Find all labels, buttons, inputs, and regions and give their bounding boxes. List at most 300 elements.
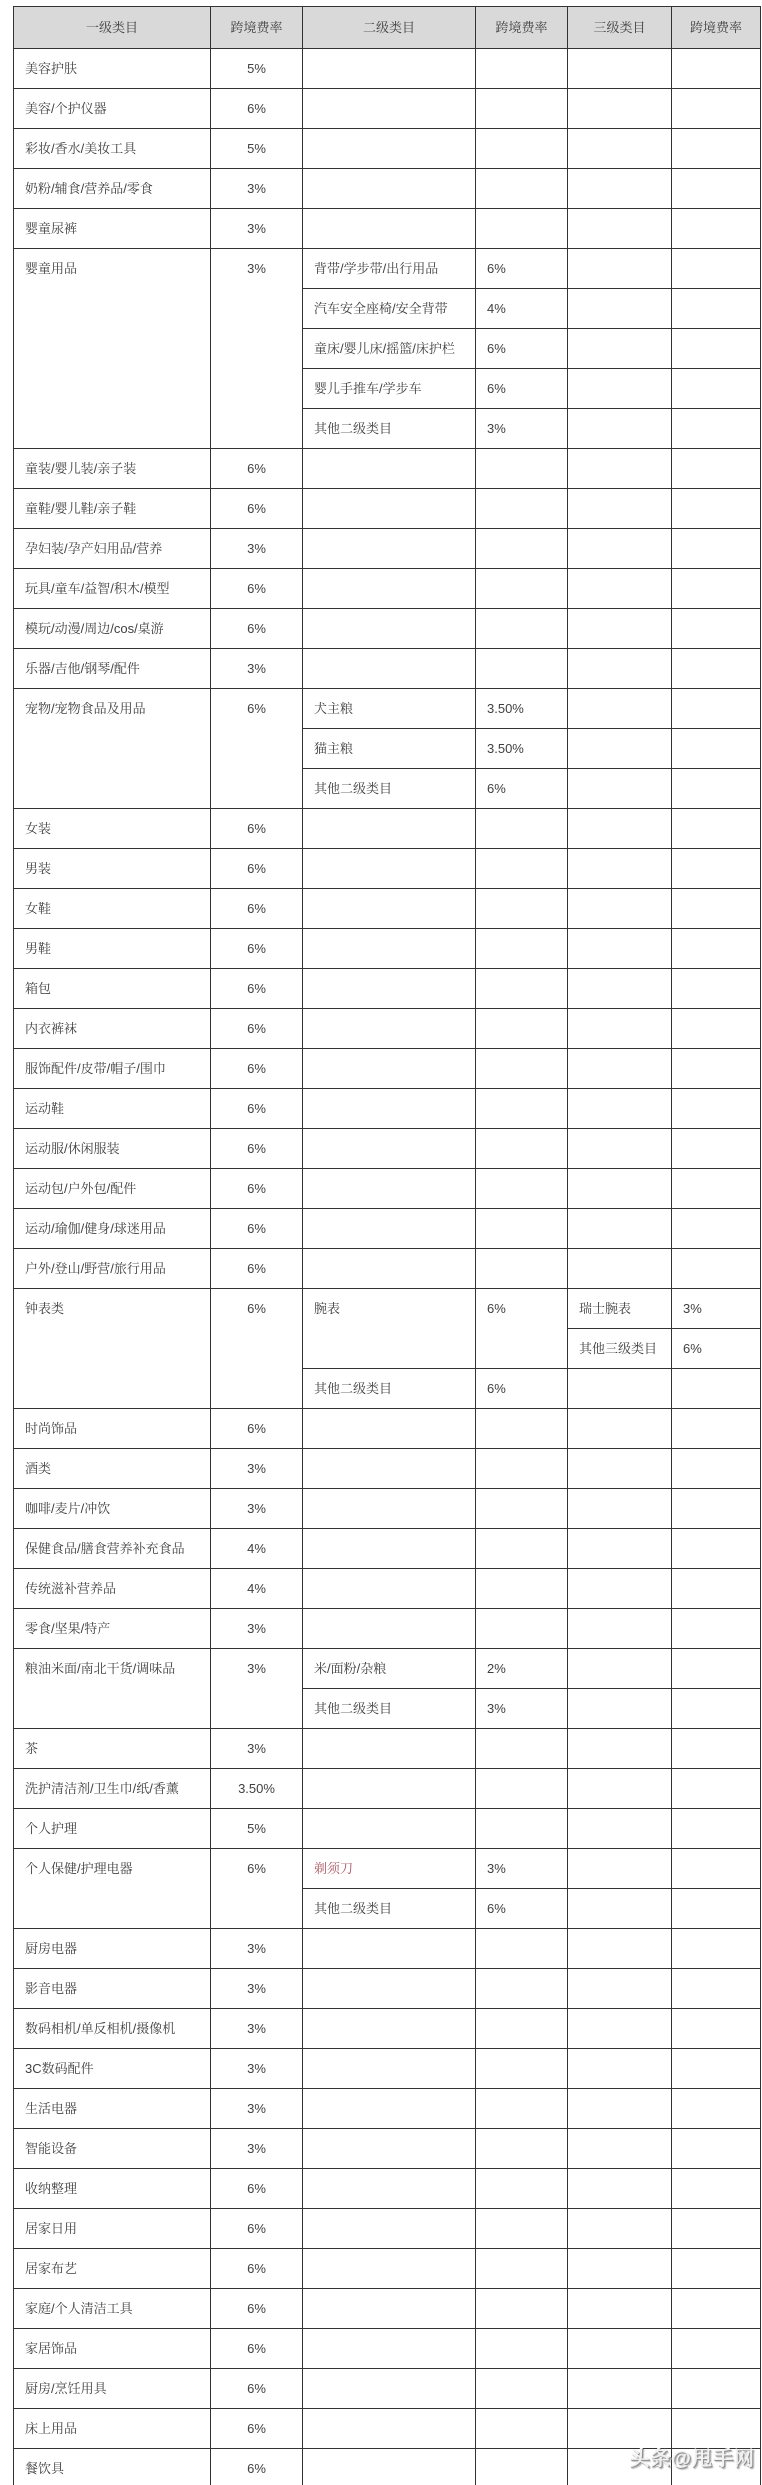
- level3-cell: [568, 1169, 672, 1209]
- table-row: [14, 2369, 761, 2409]
- rate3-cell: [672, 209, 761, 249]
- level3-cell: [568, 329, 672, 369]
- rate2-cell: [476, 529, 568, 569]
- level2-cell: 其他二级类目: [303, 1889, 476, 1929]
- rate3-cell: [672, 2289, 761, 2329]
- level2-cell: 其他二级类目: [303, 1369, 476, 1409]
- level2-cell: [303, 1449, 476, 1489]
- level1-cell: 服饰配件/皮带/帽子/围巾: [14, 1049, 211, 1089]
- level3-cell: [568, 169, 672, 209]
- rate3-cell: [672, 1569, 761, 1609]
- table-row: [14, 2249, 761, 2289]
- rate1-cell: 4%: [211, 1529, 303, 1569]
- table-row: [14, 1129, 761, 1169]
- level3-cell: [568, 2009, 672, 2049]
- level3-cell: [568, 689, 672, 729]
- table-row: [14, 1409, 761, 1449]
- level2-cell: [303, 2289, 476, 2329]
- rate1-cell: 6%: [211, 2209, 303, 2249]
- rate1-cell: 6%: [211, 569, 303, 609]
- level3-cell: [568, 2209, 672, 2249]
- rate1-cell: 5%: [211, 1809, 303, 1849]
- level1-cell: 玩具/童车/益智/积木/模型: [14, 569, 211, 609]
- rate3-cell: [672, 1529, 761, 1569]
- level1-cell: 厨房/烹饪用具: [14, 2369, 211, 2409]
- level1-cell: 厨房电器: [14, 1929, 211, 1969]
- rate2-cell: [476, 209, 568, 249]
- rate3-cell: [672, 1209, 761, 1249]
- level1-cell: 餐饮具: [14, 2449, 211, 2485]
- level3-cell: [568, 1529, 672, 1569]
- rate1-cell: 6%: [211, 689, 303, 809]
- level1-cell: 洗护清洁剂/卫生巾/纸/香薰: [14, 1769, 211, 1809]
- rate2-cell: [476, 2289, 568, 2329]
- table-row: [14, 249, 761, 289]
- level3-cell: [568, 649, 672, 689]
- rate3-cell: [672, 849, 761, 889]
- rate3-cell: [672, 1929, 761, 1969]
- level1-cell: 童鞋/婴儿鞋/亲子鞋: [14, 489, 211, 529]
- rate2-cell: 3.50%: [476, 689, 568, 729]
- rate1-cell: 3%: [211, 2009, 303, 2049]
- level2-cell: [303, 2009, 476, 2049]
- table-row: [14, 2329, 761, 2369]
- rate3-cell: [672, 609, 761, 649]
- rate1-cell: 6%: [211, 889, 303, 929]
- table-row: [14, 1809, 761, 1849]
- rate2-cell: [476, 1969, 568, 2009]
- cross-border-fee-table: [13, 6, 761, 2485]
- level3-cell: [568, 1689, 672, 1729]
- rate1-cell: 6%: [211, 609, 303, 649]
- rate1-cell: 3.50%: [211, 1769, 303, 1809]
- level2-cell: [303, 129, 476, 169]
- rate3-cell: [672, 649, 761, 689]
- level3-cell: [568, 2369, 672, 2409]
- rate3-cell: [672, 489, 761, 529]
- level3-cell: [568, 1809, 672, 1849]
- rate2-cell: [476, 2329, 568, 2369]
- rate1-cell: 3%: [211, 2129, 303, 2169]
- table-row: [14, 209, 761, 249]
- rate2-cell: [476, 1009, 568, 1049]
- rate3-cell: [672, 2049, 761, 2089]
- table-row: [14, 1169, 761, 1209]
- level2-cell: [303, 1969, 476, 2009]
- rate1-cell: 6%: [211, 1009, 303, 1049]
- rate2-cell: [476, 2009, 568, 2049]
- rate2-cell: [476, 129, 568, 169]
- level1-cell: 床上用品: [14, 2409, 211, 2449]
- header-level2: 二级类目: [303, 7, 476, 49]
- level2-cell: [303, 2409, 476, 2449]
- header-level1: 一级类目: [14, 7, 211, 49]
- rate3-cell: [672, 1169, 761, 1209]
- level3-cell: [568, 609, 672, 649]
- table-row: [14, 1649, 761, 1689]
- level2-cell: [303, 49, 476, 89]
- rate1-cell: 4%: [211, 1569, 303, 1609]
- rate3-cell: [672, 1449, 761, 1489]
- level3-cell: [568, 1569, 672, 1609]
- rate2-cell: [476, 1049, 568, 1089]
- level2-cell: [303, 1809, 476, 1849]
- rate2-cell: 6%: [476, 1889, 568, 1929]
- level3-cell: [568, 569, 672, 609]
- rate3-cell: 6%: [672, 1329, 761, 1369]
- rate3-cell: [672, 49, 761, 89]
- rate1-cell: 6%: [211, 1129, 303, 1169]
- level1-cell: 奶粉/辅食/营养品/零食: [14, 169, 211, 209]
- rate3-cell: [672, 2169, 761, 2209]
- rate2-cell: [476, 1529, 568, 1569]
- rate3-cell: [672, 1369, 761, 1409]
- level1-cell: 模玩/动漫/周边/cos/桌游: [14, 609, 211, 649]
- rate2-cell: 6%: [476, 769, 568, 809]
- table-row: [14, 1929, 761, 1969]
- rate3-cell: [672, 569, 761, 609]
- rate3-cell: [672, 1889, 761, 1929]
- rate3-cell: [672, 1009, 761, 1049]
- level1-cell: 智能设备: [14, 2129, 211, 2169]
- level3-cell: [568, 289, 672, 329]
- rate1-cell: 6%: [211, 2289, 303, 2329]
- rate2-cell: [476, 1809, 568, 1849]
- level1-cell: 个人保健/护理电器: [14, 1849, 211, 1929]
- level2-cell: [303, 1769, 476, 1809]
- rate1-cell: 3%: [211, 2049, 303, 2089]
- level3-cell: [568, 1249, 672, 1289]
- level1-cell: 数码相机/单反相机/摄像机: [14, 2009, 211, 2049]
- level3-cell: [568, 849, 672, 889]
- rate3-cell: [672, 1089, 761, 1129]
- rate3-cell: [672, 169, 761, 209]
- rate2-cell: 6%: [476, 249, 568, 289]
- table-row: [14, 2289, 761, 2329]
- level2-cell: [303, 209, 476, 249]
- rate2-cell: [476, 1449, 568, 1489]
- table-row: [14, 2209, 761, 2249]
- rate2-cell: [476, 489, 568, 529]
- rate3-cell: [672, 89, 761, 129]
- rate2-cell: [476, 849, 568, 889]
- rate1-cell: 6%: [211, 1849, 303, 1929]
- table-row: [14, 929, 761, 969]
- level3-cell: [568, 1129, 672, 1169]
- level2-cell: [303, 2329, 476, 2369]
- table-row: [14, 2089, 761, 2129]
- rate2-cell: 2%: [476, 1649, 568, 1689]
- rate1-cell: 3%: [211, 1449, 303, 1489]
- level1-cell: 乐器/吉他/钢琴/配件: [14, 649, 211, 689]
- level3-cell: [568, 1409, 672, 1449]
- rate2-cell: [476, 169, 568, 209]
- rate2-cell: [476, 809, 568, 849]
- level2-cell: [303, 2449, 476, 2485]
- level2-cell: [303, 1089, 476, 1129]
- rate1-cell: 3%: [211, 1489, 303, 1529]
- rate2-cell: 3%: [476, 409, 568, 449]
- rate2-cell: [476, 1209, 568, 1249]
- rate1-cell: 6%: [211, 2409, 303, 2449]
- table-row: [14, 1849, 761, 1889]
- rate2-cell: [476, 449, 568, 489]
- table-row: [14, 2009, 761, 2049]
- level3-cell: [568, 1769, 672, 1809]
- level1-cell: 3C数码配件: [14, 2049, 211, 2089]
- table-row: [14, 1209, 761, 1249]
- rate3-cell: [672, 2089, 761, 2129]
- level3-cell: [568, 2049, 672, 2089]
- level2-cell: [303, 569, 476, 609]
- level1-cell: 影音电器: [14, 1969, 211, 2009]
- level2-cell: [303, 489, 476, 529]
- level3-cell: [568, 2129, 672, 2169]
- rate2-cell: [476, 2409, 568, 2449]
- table-row: [14, 849, 761, 889]
- rate2-cell: [476, 1169, 568, 1209]
- level2-cell: 婴儿手推车/学步车: [303, 369, 476, 409]
- level2-cell: [303, 1009, 476, 1049]
- rate1-cell: 6%: [211, 969, 303, 1009]
- level1-cell: 男装: [14, 849, 211, 889]
- level1-cell: 居家日用: [14, 2209, 211, 2249]
- level3-cell: [568, 529, 672, 569]
- rate3-cell: [672, 1489, 761, 1529]
- rate3-cell: [672, 1969, 761, 2009]
- level3-cell: [568, 2089, 672, 2129]
- level3-cell: [568, 2329, 672, 2369]
- rate3-cell: [672, 2209, 761, 2249]
- level3-cell: [568, 369, 672, 409]
- level2-cell: [303, 1249, 476, 1289]
- table-row: [14, 489, 761, 529]
- table-row: [14, 1249, 761, 1289]
- rate1-cell: 3%: [211, 1649, 303, 1729]
- level3-cell: [568, 249, 672, 289]
- rate3-cell: [672, 409, 761, 449]
- rate2-cell: 6%: [476, 1289, 568, 1369]
- rate2-cell: [476, 1729, 568, 1769]
- rate2-cell: [476, 89, 568, 129]
- level1-cell: 家庭/个人清洁工具: [14, 2289, 211, 2329]
- rate3-cell: [672, 449, 761, 489]
- level3-cell: [568, 2249, 672, 2289]
- rate1-cell: 6%: [211, 2169, 303, 2209]
- rate1-cell: 6%: [211, 849, 303, 889]
- rate2-cell: [476, 1129, 568, 1169]
- rate3-cell: [672, 1689, 761, 1729]
- table-row: [14, 129, 761, 169]
- rate2-cell: [476, 969, 568, 1009]
- level2-cell: [303, 609, 476, 649]
- level3-cell: [568, 1889, 672, 1929]
- table-row: [14, 889, 761, 929]
- level3-cell: [568, 769, 672, 809]
- level2-cell: [303, 89, 476, 129]
- rate2-cell: 6%: [476, 1369, 568, 1409]
- table-row: [14, 49, 761, 89]
- fee-table-header: [14, 7, 761, 49]
- level1-cell: 婴童用品: [14, 249, 211, 449]
- level2-cell: 米/面粉/杂粮: [303, 1649, 476, 1689]
- level2-cell: [303, 1409, 476, 1449]
- table-row: [14, 2049, 761, 2089]
- level3-cell: [568, 89, 672, 129]
- rate3-cell: [672, 769, 761, 809]
- rate2-cell: 3%: [476, 1849, 568, 1889]
- table-row: [14, 2129, 761, 2169]
- rate3-cell: [672, 1849, 761, 1889]
- level2-cell: 背带/学步带/出行用品: [303, 249, 476, 289]
- rate2-cell: [476, 1089, 568, 1129]
- level3-cell: 瑞士腕表: [568, 1289, 672, 1329]
- rate3-cell: [672, 969, 761, 1009]
- rate2-cell: 3.50%: [476, 729, 568, 769]
- rate3-cell: [672, 2369, 761, 2409]
- rate2-cell: [476, 1409, 568, 1449]
- level3-cell: [568, 1929, 672, 1969]
- rate3-cell: [672, 369, 761, 409]
- rate1-cell: 3%: [211, 529, 303, 569]
- level2-cell: 其他二级类目: [303, 409, 476, 449]
- level2-cell: [303, 2209, 476, 2249]
- rate2-cell: 6%: [476, 329, 568, 369]
- rate1-cell: 5%: [211, 49, 303, 89]
- rate1-cell: 6%: [211, 1249, 303, 1289]
- table-row: [14, 89, 761, 129]
- level1-cell: 粮油米面/南北干货/调味品: [14, 1649, 211, 1729]
- rate1-cell: 6%: [211, 2249, 303, 2289]
- level1-cell: 童装/婴儿装/亲子装: [14, 449, 211, 489]
- rate1-cell: 6%: [211, 89, 303, 129]
- table-row: [14, 1729, 761, 1769]
- table-row: [14, 1289, 761, 1329]
- level3-cell: [568, 1449, 672, 1489]
- rate3-cell: [672, 2129, 761, 2169]
- level2-cell: [303, 1609, 476, 1649]
- rate2-cell: [476, 2249, 568, 2289]
- level2-cell: 犬主粮: [303, 689, 476, 729]
- rate1-cell: 6%: [211, 809, 303, 849]
- rate3-cell: [672, 1049, 761, 1089]
- level2-cell: [303, 1049, 476, 1089]
- level2-cell: [303, 2249, 476, 2289]
- level2-cell: [303, 1169, 476, 1209]
- level1-cell: 女鞋: [14, 889, 211, 929]
- level3-cell: [568, 1649, 672, 1689]
- level2-cell: 汽车安全座椅/安全背带: [303, 289, 476, 329]
- rate3-cell: [672, 889, 761, 929]
- level1-cell: 男鞋: [14, 929, 211, 969]
- level1-cell: 彩妆/香水/美妆工具: [14, 129, 211, 169]
- level3-cell: [568, 2289, 672, 2329]
- rate3-cell: [672, 1649, 761, 1689]
- header-rate3: 跨境费率: [672, 7, 761, 49]
- level2-cell: [303, 1929, 476, 1969]
- rate2-cell: [476, 2049, 568, 2089]
- level1-cell: 个人护理: [14, 1809, 211, 1849]
- level2-cell: [303, 1489, 476, 1529]
- rate2-cell: 6%: [476, 369, 568, 409]
- table-row: [14, 1769, 761, 1809]
- level2-cell: [303, 929, 476, 969]
- level2-cell: 其他二级类目: [303, 769, 476, 809]
- rate1-cell: 6%: [211, 1409, 303, 1449]
- table-row: [14, 1969, 761, 2009]
- rate2-cell: [476, 1569, 568, 1609]
- level1-cell: 居家布艺: [14, 2249, 211, 2289]
- rate3-cell: [672, 689, 761, 729]
- level2-cell: [303, 2129, 476, 2169]
- level1-cell: 运动/瑜伽/健身/球迷用品: [14, 1209, 211, 1249]
- level3-cell: [568, 1729, 672, 1769]
- level1-cell: 美容护肤: [14, 49, 211, 89]
- rate2-cell: [476, 1249, 568, 1289]
- rate2-cell: [476, 2449, 568, 2485]
- level1-cell: 收纳整理: [14, 2169, 211, 2209]
- level3-cell: [568, 929, 672, 969]
- rate1-cell: 3%: [211, 1609, 303, 1649]
- level3-cell: [568, 409, 672, 449]
- level3-cell: [568, 1009, 672, 1049]
- table-row: [14, 609, 761, 649]
- level2-cell: [303, 809, 476, 849]
- level2-cell: [303, 2169, 476, 2209]
- level2-cell: [303, 169, 476, 209]
- rate2-cell: [476, 889, 568, 929]
- rate1-cell: 3%: [211, 649, 303, 689]
- level3-cell: [568, 129, 672, 169]
- rate1-cell: 6%: [211, 2449, 303, 2485]
- rate3-cell: [672, 1129, 761, 1169]
- level2-cell: [303, 1569, 476, 1609]
- rate2-cell: [476, 2369, 568, 2409]
- rate1-cell: 3%: [211, 1969, 303, 2009]
- level2-cell: [303, 2089, 476, 2129]
- level3-cell: [568, 1489, 672, 1529]
- table-row: [14, 449, 761, 489]
- rate1-cell: 6%: [211, 1049, 303, 1089]
- rate3-cell: [672, 2249, 761, 2289]
- rate3-cell: [672, 249, 761, 289]
- table-row: [14, 969, 761, 1009]
- level3-cell: [568, 1089, 672, 1129]
- rate1-cell: 6%: [211, 2369, 303, 2409]
- fee-table-body: [14, 49, 761, 2485]
- level1-cell: 家居饰品: [14, 2329, 211, 2369]
- level3-cell: [568, 969, 672, 1009]
- rate2-cell: [476, 649, 568, 689]
- level3-cell: [568, 489, 672, 529]
- level1-cell: 户外/登山/野营/旅行用品: [14, 1249, 211, 1289]
- table-row: [14, 1569, 761, 1609]
- level2-cell: [303, 529, 476, 569]
- level1-cell: 运动包/户外包/配件: [14, 1169, 211, 1209]
- level3-cell: [568, 1849, 672, 1889]
- level1-cell: 咖啡/麦片/冲饮: [14, 1489, 211, 1529]
- rate1-cell: 6%: [211, 1289, 303, 1409]
- table-row: [14, 569, 761, 609]
- rate1-cell: 6%: [211, 929, 303, 969]
- rate1-cell: 6%: [211, 1209, 303, 1249]
- table-row: [14, 1049, 761, 1089]
- rate3-cell: [672, 1769, 761, 1809]
- table-row: [14, 1489, 761, 1529]
- rate1-cell: 6%: [211, 1089, 303, 1129]
- level3-cell: 其他三级类目: [568, 1329, 672, 1369]
- level3-cell: [568, 1609, 672, 1649]
